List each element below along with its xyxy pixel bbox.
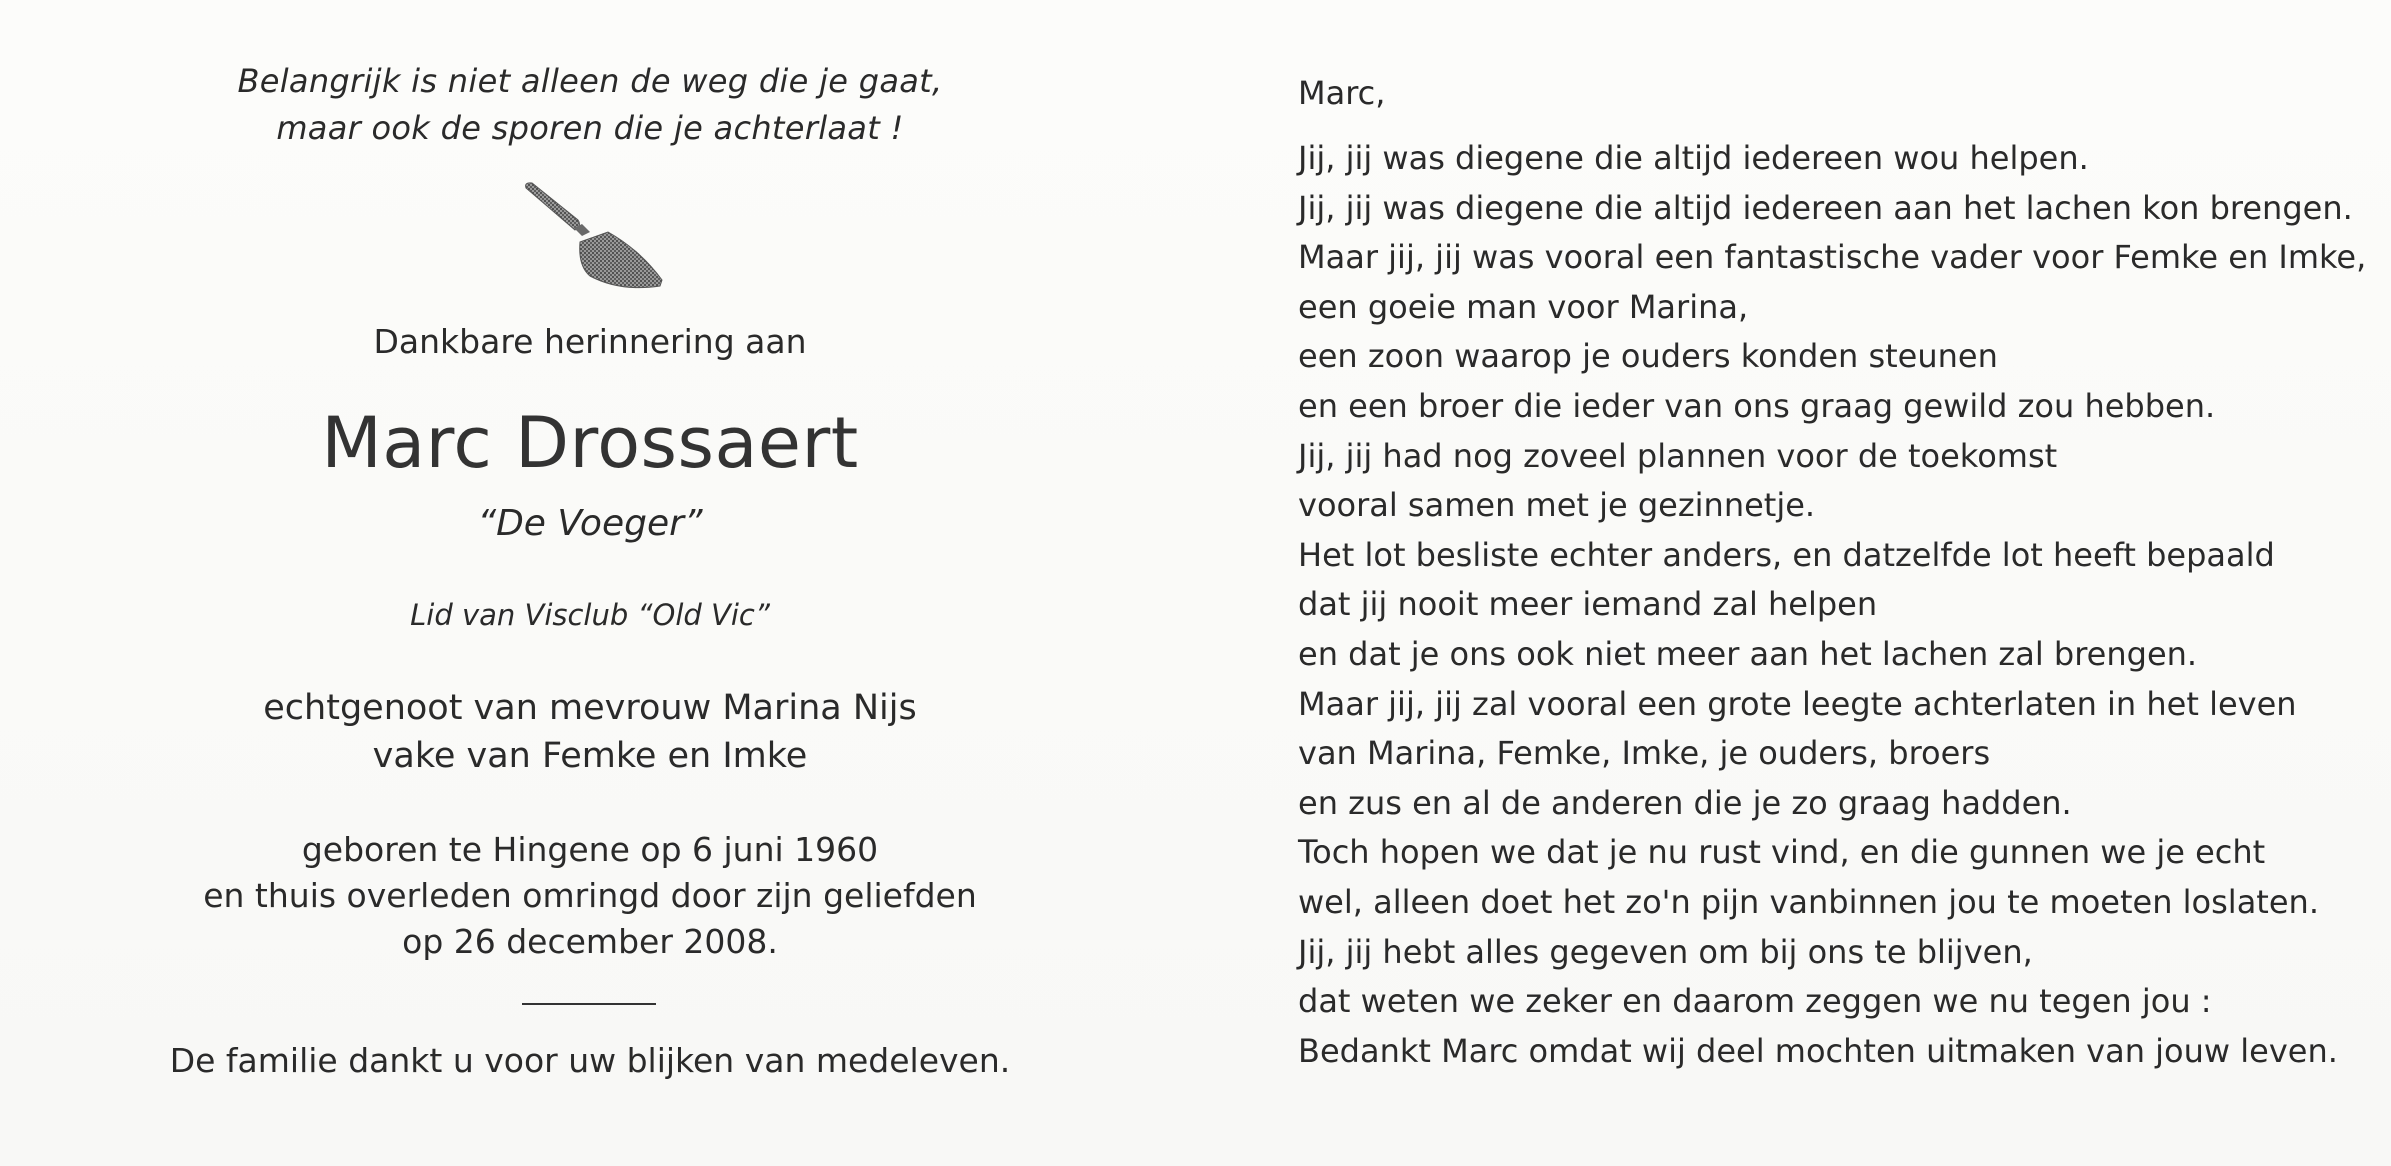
motto-line-1: Belangrijk is niet alleen de weg die je gaat, (237, 62, 943, 100)
poem-line: Jij, jij was diegene die altijd iedereen aan het lachen kon brengen. (1298, 188, 2353, 227)
poem-line: Jij, jij was diegene die altijd iedereen wou helpen. (1298, 139, 2089, 177)
poem-line: Jij, jij had nog zoveel plannen voor de toekomst (1298, 436, 2058, 475)
trowel-icon (520, 180, 670, 295)
life-dates (160, 827, 1020, 965)
poem-line: Maar jij, jij zal vooral een grote leegte achterlaten in het leven (1298, 684, 2297, 723)
poem-line: dat jij nooit meer iemand zal helpen (1298, 585, 1878, 624)
poem-line: Toch hopen we dat je nu rust vind, en die gunnen we je echt (1298, 833, 2266, 872)
poem (1298, 134, 2366, 1076)
nickname: “De Voeger” (477, 503, 703, 544)
poem-line: Maar jij, jij was vooral een fantastische vader voor Femke en Imke, (1298, 238, 2367, 277)
relation-line-1: echtgenoot van mevrouw Marina Nijs (263, 688, 917, 728)
motto-line-2: maar ook de sporen die je achterlaat ! (276, 109, 904, 147)
dates-line-1: geboren te Hingene op 6 juni 1960 (301, 830, 879, 869)
poem-line: en zus en al de anderen die je zo graag hadden. (1298, 783, 2072, 822)
greeting: Marc, (1298, 74, 1386, 112)
poem-line: wel, alleen doet het zo'n pijn vanbinnen jou te moeten loslaten. (1298, 882, 2319, 921)
dates-line-3: op 26 december 2008. (402, 922, 778, 961)
poem-line: en dat je ons ook niet meer aan het lachen zal brengen. (1298, 634, 2198, 673)
motto (160, 58, 1020, 152)
poem-line: een goeie man voor Marina, (1298, 287, 1749, 326)
relation-line-2: vake van Femke en Imke (372, 736, 808, 776)
club-membership: Lid van Visclub “Old Vic” (410, 598, 770, 632)
dedication: Dankbare herinnering aan (373, 322, 807, 361)
poem-line: van Marina, Femke, Imke, je ouders, broers (1298, 734, 1991, 773)
poem-line: vooral samen met je gezinnetje. (1298, 486, 1816, 525)
poem-line: en een broer die ieder van ons graag gewild zou hebben. (1298, 386, 2216, 425)
relations (160, 684, 1020, 780)
poem-line: Jij, jij hebt alles gegeven om bij ons te blijven, (1298, 932, 2033, 971)
deceased-name: Marc Drossaert (321, 402, 859, 484)
poem-line: dat weten we zeker en daarom zeggen we nu tegen jou : (1298, 982, 2212, 1021)
divider (522, 1003, 656, 1005)
poem-line: Het lot besliste echter anders, en datzelfde lot heeft bepaald (1298, 535, 2275, 574)
poem-line: een zoon waarop je ouders konden steunen (1298, 337, 1998, 376)
family-thanks: De familie dankt u voor uw blijken van medeleven. (169, 1041, 1011, 1080)
poem-line: Bedankt Marc omdat wij deel mochten uitmaken van jouw leven. (1298, 1031, 2338, 1070)
dates-line-2: en thuis overleden omringd door zijn geliefden (203, 876, 977, 915)
